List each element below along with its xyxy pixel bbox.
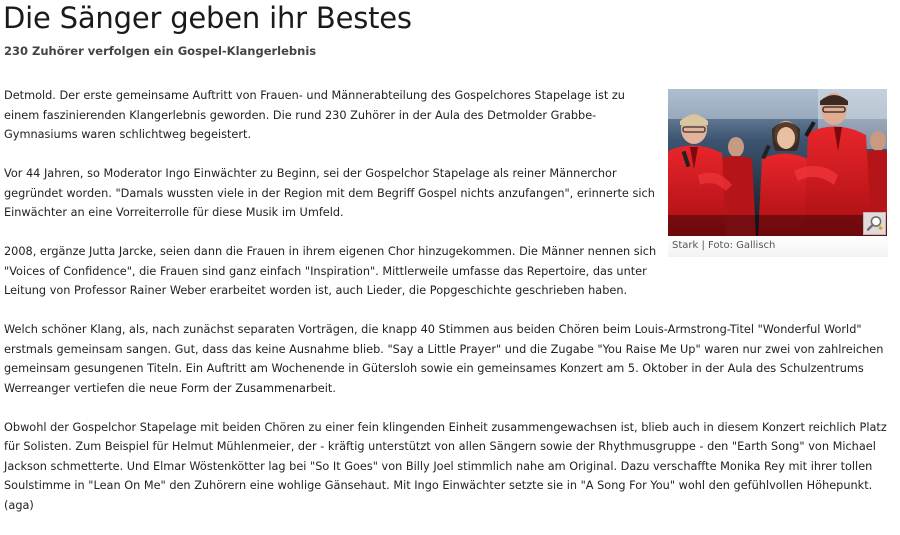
article-headline: Die Sänger geben ihr Bestes (3, 1, 412, 35)
paragraph-2: Vor 44 Jahren, so Moderator Ingo Einwächter zu Beginn, sei der Gospelchor Stapelage als reiner Männerchor gegründet worden. "Damals wussten viele in der Region mit dem Begriff Gospel nichts anzufangen", erinnerte sich Einwächter an eine Vorreiterrolle für diese Musik im Umfeld. (4, 167, 655, 219)
zoom-button[interactable] (863, 212, 886, 235)
paragraph-4: Welch schöner Klang, als, nach zunächst separaten Vorträgen, die knapp 40 Stimmen aus beiden Chören beim Louis-Armstrong-Titel "Wonderful World" erstmals gemeinsam sangen. Gut, dass das keine Ausnahme blieb. "Say a Little Prayer" und die Zugabe "You Raise Me Up" waren nur zwei von zahlreichen gemeinsam gesungenen Titeln. Ein Auftritt am Wochenende in Gütersloh sowie ein gemeinsames Konzert am 5. Oktober in der Aula des Schulzentrums Werreanger vertiefen die neue Form der Zusammenarbeit. (4, 323, 884, 395)
choir-photo-illustration (668, 89, 887, 236)
article-subheadline: 230 Zuhörer verfolgen ein Gospel-Klangerlebnis (4, 44, 317, 58)
choir-photo[interactable] (668, 89, 887, 236)
paragraph-3: 2008, ergänze Jutta Jarcke, seien dann die Frauen in ihrem eigenen Chor hinzugekommen. Die Männer nennen sich "Voices of Confidence", die Frauen sind ganz einfach "Inspiration". Mittlerweile umfasse das Repertoire, das unter Leitung von Professor Rainer Weber erarbeitet worden ist, auch Lieder, die Popgeschichte geschrieben haben. (4, 245, 657, 297)
paragraph-5: Obwohl der Gospelchor Stapelage mit beiden Chören zu einer fein klingenden Einheit zusammengewachsen ist, blieb auch in diesem Konzert reichlich Platz für Solisten. Zum Beispiel für Helmut Mühlenmeier, der - kräftig unterstützt von allen Sängern sowie der Rhythmusgruppe - den "Earth Song" von Michael Jackson schmetterte. Und Elmar Wöstenkötter lag bei "So It Goes" von Billy Joel stimmlich nahe am Original. Dazu verschaffte Monika Rey mit ihrer tollen Soulstimme in "Lean On Me" den Zuhörern eine wohlige Gänsehaut. Mit Ingo Einwächter setzte sie in "A Song For You" wohl den gefühlvollen Höhepunkt. (aga) (4, 420, 887, 512)
magnifier-icon (864, 213, 885, 234)
article-figure (668, 89, 888, 257)
article-body (4, 86, 894, 535)
photo-caption: Stark | Foto: Gallisch (668, 236, 888, 257)
paragraph-1: Detmold. Der erste gemeinsame Auftritt von Frauen- und Männerabteilung des Gospelchores Stapelage ist zu einem faszinierenden Klangerlebnis geworden. Die rund 230 Zuhörer in der Aula des Detmolder Grabbe-Gymnasiums waren schlichtweg begeistert. (4, 89, 625, 141)
